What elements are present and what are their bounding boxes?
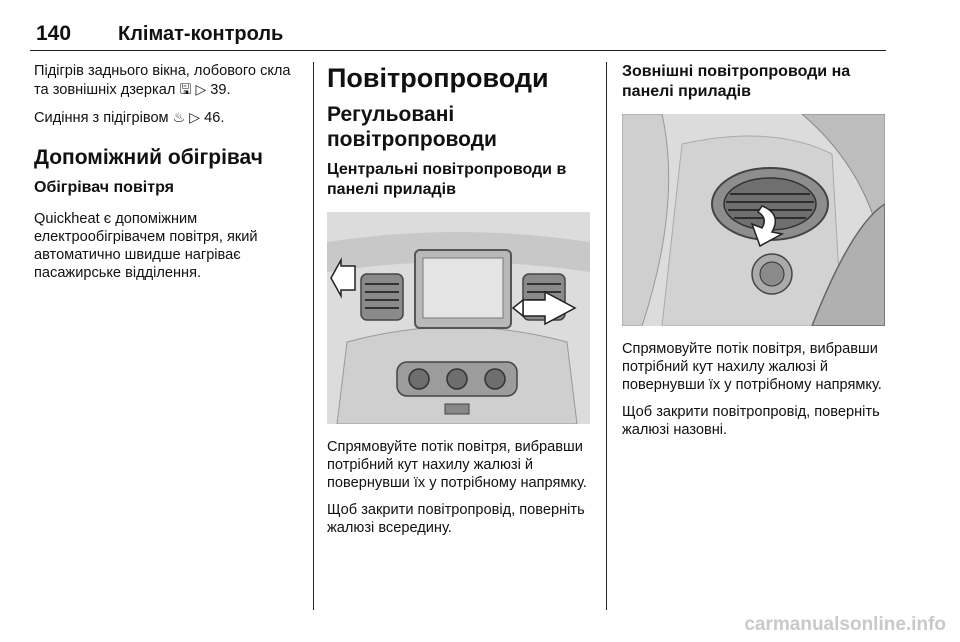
subheading-adjustable-vents: Регульовані повітропроводи <box>327 103 497 151</box>
central-vents-close-text: Щоб закрити повітропровід, поверніть жалюзі всередину. <box>327 502 585 536</box>
section-heading-air-vents: Повітропроводи <box>327 63 549 93</box>
reference-arrow-icon: ▷ <box>189 109 201 125</box>
watermark: carmanualsonline.info <box>744 614 946 635</box>
section-heading-auxiliary-heater: Допоміжний обігрівач <box>34 146 263 169</box>
page-number: 140 <box>36 22 72 45</box>
column-2 <box>327 62 593 546</box>
subheading-outer-vents: Зовнішні повітропроводи на панелі приладів <box>622 63 851 100</box>
central-vents-drawing <box>327 212 590 424</box>
outer-vents-close-text: Щоб закрити повітропровід, поверніть жалюзі назовні. <box>622 404 880 438</box>
seat-heating-text: Сидіння з підігрівом ♨ ▷ 46. <box>34 109 225 126</box>
column-divider <box>313 62 314 610</box>
page-reference[interactable]: 46. <box>204 110 225 126</box>
subheading-central-vents: Центральні повітропроводи в панелі приладів <box>327 161 567 198</box>
seat-heat-icon: ♨ <box>172 109 186 125</box>
outer-vents-illustration <box>622 114 885 326</box>
outer-vents-direction-text: Спрямовуйте потік повітря, вибравши потрібний кут нахилу жалюзі й повернувши їх у потрібному напрямку. <box>622 341 882 393</box>
subheading-air-heater: Обігрівач повітря <box>34 179 174 196</box>
reference-arrow-icon: ▷ <box>195 81 207 97</box>
rear-window-heating-text: Підігрів заднього вікна, лобового скла та зовнішніх дзеркал 🖫 ▷ 39. <box>34 63 291 98</box>
central-vents-illustration <box>327 212 590 424</box>
column-divider <box>606 62 607 610</box>
quickheat-description: Quickheat є допоміжним електрообігрівачем повітря, який автоматично швидше нагріває пасажирське відділення. <box>34 211 258 281</box>
outer-vents-drawing <box>622 114 885 326</box>
page-header <box>30 22 886 51</box>
chapter-title: Клімат-контроль <box>118 23 284 45</box>
page-reference[interactable]: 39. <box>210 82 231 98</box>
column-1 <box>34 62 296 291</box>
rear-window-heat-icon: 🖫 <box>179 81 192 97</box>
column-3 <box>622 62 888 448</box>
central-vents-direction-text: Спрямовуйте потік повітря, вибравши потрібний кут нахилу жалюзі й повернувши їх у потрібному напрямку. <box>327 439 587 491</box>
